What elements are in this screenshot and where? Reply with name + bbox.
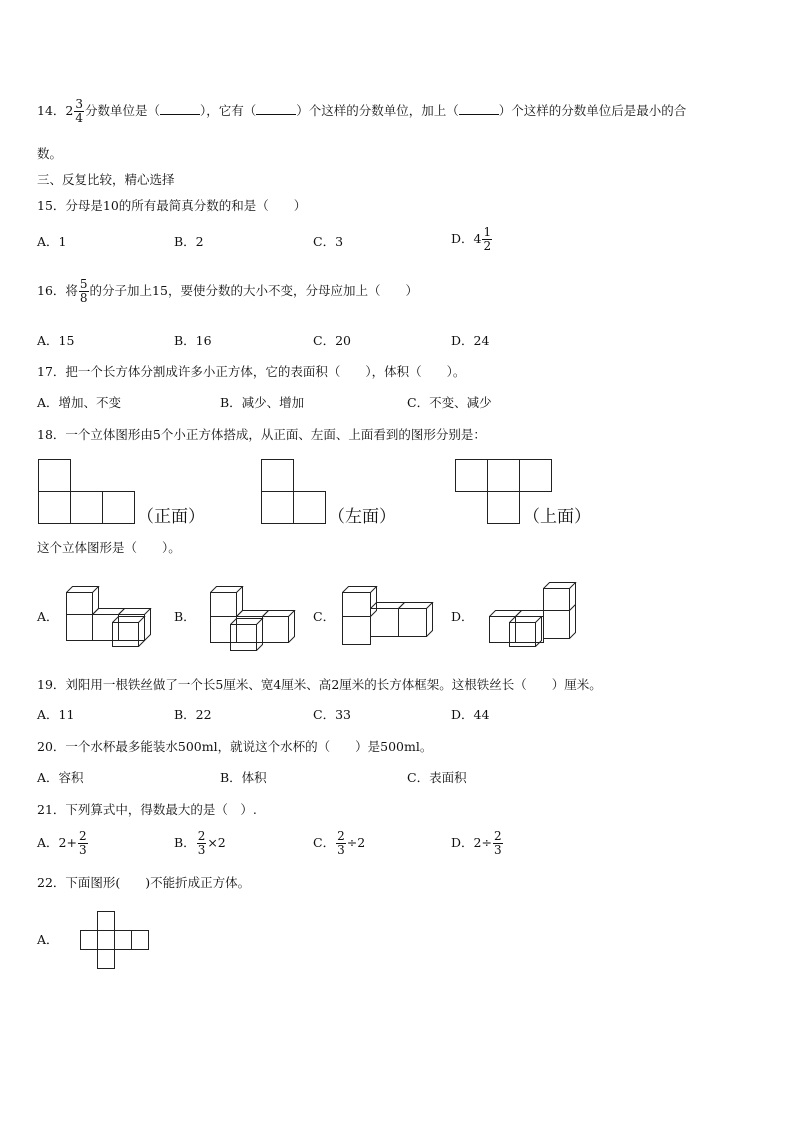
q14-fraction (74, 98, 84, 125)
q18-sub: 这个立体图形是（ ）。 (37, 540, 181, 555)
q19-option-a[interactable]: A．11 (37, 707, 75, 722)
q19-option-b[interactable]: B．22 (174, 707, 212, 722)
q16-option-b[interactable]: B．16 (174, 333, 212, 348)
section-title: 三、反复比较，精心选择 (37, 172, 175, 187)
q17-stem: 17．把一个长方体分割成许多小正方体，它的表面积（ ），体积（ ）。 (37, 364, 466, 379)
q22-option-a-net[interactable] (80, 911, 152, 969)
q18-left-view (261, 459, 329, 525)
q18-option-b[interactable]: B． (174, 609, 196, 624)
q16-denominator: 8 (79, 291, 88, 305)
q19-option-c[interactable]: C．33 (313, 707, 351, 722)
q21-c-denominator: 3 (337, 843, 345, 857)
q16-option-d[interactable]: D．24 (451, 333, 490, 348)
q14-number: 14． (37, 103, 66, 118)
q15-d-prefix: D． (451, 231, 474, 246)
q18-top-label: （上面） (523, 507, 591, 527)
q16-numerator: 5 (79, 277, 88, 291)
q14-line2: 数。 (37, 146, 63, 161)
q14-denominator: 4 (75, 111, 83, 125)
q21-option-b[interactable] (174, 830, 226, 857)
q22-option-a[interactable]: A． (37, 932, 59, 947)
q14-text2: ），它有（ (200, 103, 257, 118)
q18-front-view (38, 459, 138, 525)
q18-front-label: （正面） (137, 507, 205, 527)
q14-text3: ）个这样的分数单位，加上（ (296, 103, 459, 118)
q16-stem (37, 278, 418, 305)
q21-c-numerator: 2 (337, 829, 345, 843)
q15-d-fraction (482, 226, 492, 253)
q15-d-numerator: 1 (483, 225, 492, 239)
q20-stem: 20．一个水杯最多能装水500ml，就说这个水杯的（ ）是500ml。 (37, 739, 433, 754)
q21-d-denominator: 3 (493, 843, 502, 857)
q14-blank2[interactable] (256, 102, 296, 115)
q19-stem: 19．刘阳用一根铁丝做了一个长5厘米、宽4厘米、高2厘米的长方体框架。这根铁丝长（ ）厘米。 (37, 677, 602, 692)
q14-blank1[interactable] (160, 102, 200, 115)
q19-option-d[interactable]: D．44 (451, 707, 490, 722)
q20-option-a[interactable]: A．容积 (37, 770, 84, 785)
q21-option-a[interactable] (37, 830, 89, 857)
q18-option-d[interactable]: D． (451, 609, 474, 624)
q18-stem: 18．一个立体图形由5个小正方体搭成，从正面、左面、上面看到的图形分别是： (37, 427, 486, 442)
q21-b-denominator: 3 (197, 843, 206, 857)
q18-option-c[interactable]: C． (313, 609, 336, 624)
q15-stem: 15．分母是10的所有最简真分数的和是（ ） (37, 198, 307, 213)
q15-option-c[interactable]: C．3 (313, 234, 344, 249)
q17-option-c[interactable]: C．不变、减少 (407, 395, 492, 410)
q14-whole: 2 (65, 103, 74, 118)
q16-post: 的分子加上15，要使分数的大小不变，分母应加上（ ） (89, 283, 418, 298)
q22-stem: 22．下面图形( )不能折成正方体。 (37, 875, 251, 890)
q18-option-a-figure[interactable] (64, 582, 154, 650)
q16-option-c[interactable]: C．20 (313, 333, 351, 348)
q18-option-c-figure[interactable] (340, 582, 436, 648)
q21-b-suffix: ×2 (207, 835, 226, 850)
q14-numerator: 3 (75, 97, 83, 111)
q16-pre: 16．将 (37, 283, 78, 298)
q15-d-whole: 4 (473, 231, 482, 246)
q21-b-prefix: B． (174, 835, 196, 850)
q20-option-c[interactable]: C．表面积 (407, 770, 467, 785)
q21-a-fraction (78, 830, 88, 857)
q21-d-fraction (493, 830, 503, 857)
q21-d-prefix: D．2÷ (451, 835, 492, 850)
q21-c-prefix: C． (313, 835, 336, 850)
q21-c-suffix: ÷2 (346, 835, 366, 850)
q14-text1: 分数单位是（ (85, 103, 161, 118)
q15-option-b[interactable]: B．2 (174, 234, 204, 249)
q17-option-a[interactable]: A．增加、不变 (37, 395, 122, 410)
q16-fraction (79, 278, 89, 305)
q21-option-c[interactable] (313, 830, 365, 857)
q15-d-denominator: 2 (483, 239, 492, 253)
q14-text4: ）个这样的分数单位后是最小的合 (498, 103, 687, 118)
q15-option-a[interactable]: A．1 (37, 234, 67, 249)
q21-c-fraction (336, 830, 346, 857)
q21-option-d[interactable] (451, 830, 504, 857)
q17-option-b[interactable]: B．减少、增加 (220, 395, 305, 410)
q20-option-b[interactable]: B．体积 (220, 770, 267, 785)
q21-a-prefix: A．2+ (37, 835, 77, 850)
q21-b-numerator: 2 (197, 829, 206, 843)
q16-option-a[interactable]: A．15 (37, 333, 75, 348)
q21-a-numerator: 2 (78, 829, 87, 843)
q14-line1 (37, 98, 686, 125)
q21-a-denominator: 3 (78, 843, 87, 857)
q14-blank3[interactable] (459, 102, 499, 115)
q21-d-numerator: 2 (493, 829, 502, 843)
q21-b-fraction (197, 830, 207, 857)
q18-option-d-figure[interactable] (487, 580, 579, 650)
q18-option-b-figure[interactable] (208, 582, 298, 654)
q21-stem: 21．下列算式中，得数最大的是（ ）. (37, 802, 257, 817)
q18-left-label: （左面） (328, 507, 396, 527)
q15-option-d[interactable] (451, 226, 493, 253)
q18-option-a[interactable]: A． (37, 609, 59, 624)
